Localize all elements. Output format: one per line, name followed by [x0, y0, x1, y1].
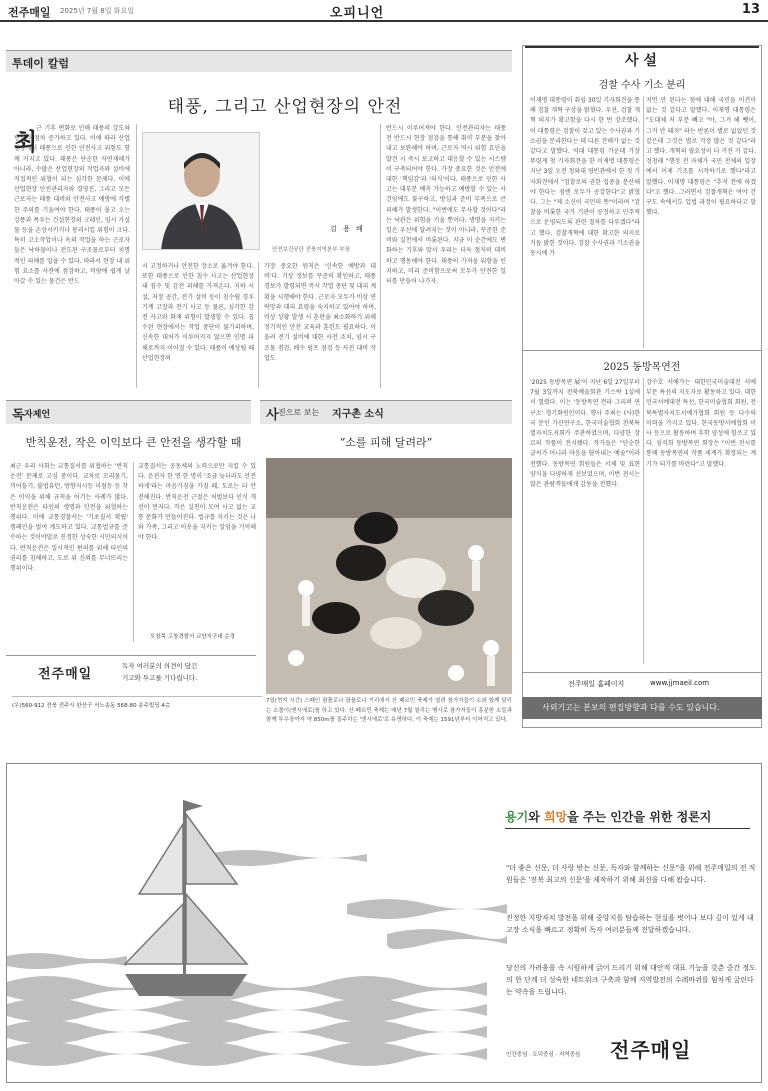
photo-news-label-bar [260, 400, 512, 424]
photo-news-label-title: 지구촌 소식 [332, 409, 384, 420]
header-date: 2025년 7월 8일 화요일 [60, 7, 134, 15]
disclaimer-text: 사외기고는 본보의 편집방향과 다를 수도 있습니다. [542, 703, 720, 712]
reader-col2: 교통질서는 공동체의 노력으로만 지킬 수 있다. 운전자 한 명 한 명이 '조금 늦더라도 안전하게'라는 마음가짐을 가질 때, 도로는 더 안전해진다. 반칙운전 근절은 처벌보다 인식 개선이 먼저다. 작은 실천이 모여 사고 없는 교통 문화가 만들어진다. 법규를 지키는 것은 나와 가족, 그리고 이웃을 지키는 일임을 기억해야 한다. [138, 463, 256, 542]
editorial-label-bar [525, 46, 759, 68]
editorial-1-col1: 이재명 대통령이 취임 30일 기자회견을 통해 검찰 개혁 구상을 밝혔다. 우선, 검찰 개혁 의지가 확고함을 다시 한 번 강조했다. 이 대통령은 검찰이 갖고 있는 수사권과 기소권을 분리한다는 데 다른 견해가 없는 것 같다고 말했다. 역대 대통령 가운데 가장 뚜렷게 첫 기자회견을 한 이재명 대통령은 지난 3일 오전 청와대 영빈관에서 한 첫 기자회견에서 "검찰로의 권한 집중을 분산해야 한다는 점엔 모두가 공감한다"고 밝혔다. 그는 "제 소신이 국민의 뜻"이라며 "검찰을 비롯한 국가 기관이 공정하고 민주적으로 운영되도록 관련 절차를 다루겠다"라고 했다. 검찰개혁에 대한 확고한 의지로 거듭 밝힌 것이다. 검찰 수사권과 기소권을 동시에 가 [530, 97, 640, 258]
column-label-bar [6, 50, 512, 72]
photo-news-headline: “소를 피해 달려라” [339, 436, 433, 449]
reader-label-big: 독 [12, 408, 25, 423]
ad-tagline: 인간중심 · 도덕중심 · 지역중심 [506, 1052, 581, 1058]
dropcap: 최 [14, 127, 38, 156]
ad-paragraph-3: 당신의 가려움을 속 시원하게 긁어 드리기 위해 대안적 대표 기능을 갖춘 중간 정도의 한 단계 더 성숙한 네트워크 구축과 함께 지역발전의 수레바퀴를 힘차게 굴린다는 약속을 드립니다. [506, 964, 756, 996]
photo-news-image [266, 458, 512, 694]
submission-line-2: 기고와 투고를 기다립니다. [122, 674, 198, 682]
column-text-col3: 가장 중요한 원칙은 '신속한 예방과 대비'다. 기상 정보를 꾸준히 확인하고, 태풍 경보가 발령되면 즉시 작업 중단 및 대피 계획을 시행해야 한다. 근로자 모두가 비상 연락망과 대피 요령을 숙지하고 있어야 하며, 비상 상황 발생 시 혼란을 최소화하기 위해 정기적인 안전 교육과 훈련도 필요하다. 이울러 전기 설비에 대한 사전 조치, 임시 구조물 점검, 배수 펌프 점검 등 사전 대비 작업도 [264, 263, 376, 362]
reader-label-small: 자제언 [24, 410, 51, 420]
author-name: 김 용 배 [330, 225, 365, 233]
homepage-label: 전주매일 홈페이지 [568, 680, 625, 688]
author-title: 안전보건공단 전북지역본부 부장 [272, 247, 350, 253]
ad-logo: 전주매일 [610, 1038, 692, 1062]
editorial-2-col1: '2025 동방목연 展'이 지난 6일 27일부터 7월 3일까지 전북예술회관 기스락 1실에서 열렸다. 이는 '동방목연 전라 그리퍼 연구소' 경기화원인이다. 행사 주최는 (사)한국 문인 가산연구소, 한국미술협회 전북특별자치도지회가 주관하였으며, 다양한 장르의 작품이 전시됐다. 작가들은 "단순한 글씨가 아니라 마음을 담아내는 예술"이라 전했다. 동방목연 회원들은 서체 및 표현 양식을 다양하게 선보였으며, 이번 전시는 많은 관람객들에게 감동을 전했다. [530, 379, 640, 489]
homepage-url[interactable]: www.jjmaeil.com [650, 679, 710, 687]
submission-logo: 전주매일 [38, 667, 93, 682]
photo-news-caption: 7일(현지 시간) 스페인 팜플로나 팜플로나 거리에서 산 페르민 축제가 열려 참가자들이 소와 함께 달리는 소몰이(엔시에로)를 하고 있다. 산 페르민 축제는 매년 7월 열리는 행사로 참가자들이 흥분한 소들과 함께 투우장까지 약 850m를 질주하는 '엔시에로'로 유명하다. 이 축제는 1591년부터 이어지고 있다. [266, 698, 512, 724]
header-logo: 전주매일 [8, 6, 51, 19]
section-title: 오피니언 [330, 6, 385, 21]
column-text-col1: 근 기후 변화로 인해 태풍의 강도와 빈도가 점차 증가하고 있다. 이에 따라 산업현장에서 태풍으로 인한 안전사고 위험도 함께 커지고 있다. 태풍은 단순한 자연재해가 아니라, 수많은 산업현장의 작업자와 설비에 직접적인 위협이 되는 심각한 문제다. 이에 산업현장 안전관리자와 경영진, 그리고 모든 근로자는 태풍 대비와 안전사고 예방에 각별한 주의를 기울여야 한다. 태풍이 몰고 오는 강풍과 폭우는 건설현장의 크레인, 임시 가설물 등을 손상시키거나 붕괴시킬 위험이 크다. 특히 고소작업이나 옥외 작업을 하는 근로자들은 낙하물이나 전도된 구조물로부터 치명적인 피해를 입을 수 있다. 따라서 현장 내 위험 요소를 사전에 점검하고, 비람에 쉽게 날아갈 수 있는 물건은 반드 [14, 125, 130, 286]
reader-byline: 오창목 고창경찰서 교양지구대 순경 [150, 634, 235, 640]
editorial-label: 사 설 [625, 53, 657, 69]
disclaimer-bar [522, 697, 762, 719]
editorial-2-col2: 강수호 서예가는 대한민국미술대전 서예부문 특선의 지도자로 활동하고 있다. 대한민국서예대전 특선, 한국미술협회 회원, 전북특별자치도서예가협회 회원 등 다수의 이력을 가지고 있다. 한국동방서예협회 이사 등으로 활동하며 후학 양성에 힘쓰고 있다. 임석희 동방목연 회장은 "이번 전시를 통해 동방목연의 작품 세계가 확장되는 계기가 되기를 바란다"고 말했다. [646, 379, 756, 468]
column-label: 투데이 칼럼 [12, 57, 69, 70]
reader-headline: 반칙운전, 작은 이익보다 큰 안전을 생각할 때 [25, 436, 242, 449]
editorial-1-title: 검찰 수사 기소 분리 [598, 80, 686, 91]
page-number: 13 [741, 2, 760, 17]
reader-col1: 최근 우리 사회는 교통질서를 위협하는 '반칙운전' 문제로 고심 중이다. 교차로 꼬리물기, 끼어들기, 불법유턴, 방향지시등 미점등 등 작은 이익을 위해 규칙을 어기는 사례가 많다. 반칙운전은 타인의 생명과 안전을 위협하는 행위다. 이에 교통경찰서는 '기초질서 확립' 캠페인을 벌여 계도하고 있다. 교통법규를 준수하는 것이야말로 진정한 성숙한 시민의식이다. 반칙운전은 일시적인 편의를 위해 타인의 권리를 침해하고, 도로 위 신뢰를 무너뜨리는 행위이다. [10, 463, 128, 573]
ad-artwork [7, 764, 507, 1082]
submission-line-1: 독자 여러분의 의견이 담긴 [122, 662, 198, 670]
author-photo [142, 132, 260, 250]
ad-paragraph-2: 진정한 지방자치 발전을 위해 중앙지를 탐습하는 현실을 벗어나 보다 깊이 있게 내 고장 소식을 빠르고 정확히 독자 여러분들께 전달하겠습니다. [506, 914, 754, 934]
column-text-col4: 반드시 이루어져야 한다. 안전관리자는 태풍 전 반드시 현장 점검을 통해 취약 부분을 찾아내고 보완해야 하며, 근로자 역시 위험 요인을 발견 시 즉시 보고하고 대응할 수 있는 시스템이 구축되어야 한다. 가장 중요한 것은 안전에 대한 '책임감'과 '의식'이다. 태풍으로 인한 사고는 대부분 예측 가능하고 예방할 수 있는 사건임에도 불구하고, 방심과 준비 부족으로 큰 피해가 발생한다. "이번에도 무사할 것이다"라는 낙관은 위험을 키울 뿐이다. 생명을 지키는 일은 우선에 달려지는 것이 아니라, 꾸준한 준비와 실천에서 비롯된다. 지금 이 순간에도 변화하는 기후와 맞서 우리는 더욱 철저히 대비하고 행동해야 한다. 태풍이 가져올 위험을 인지하고, 미리 준비함으로써 모두가 안전한 일터를 만들어 나가자. [386, 125, 506, 286]
editorial-2-title: 2025 동방목연전 [603, 362, 681, 373]
column-headline: 태풍, 그리고 산업현장의 안전 [167, 97, 403, 117]
photo-news-label-big: 사 [266, 408, 279, 423]
ad-paragraph-1: "더 좋은 신문, 더 사랑 받는 신문, 독자와 함께하는 신문"을 위해 전주매일의 전 직원들은 '전북 최고의 신문'을 제작하기 위해 최선을 다해 왔습니다. [506, 864, 756, 884]
reader-label-bar [6, 400, 251, 424]
ad-slogan: 용기와 희망을 주는 인간을 위한 정론지 [505, 810, 712, 824]
column-text-col2: 시 고정하거나 안전한 장소로 옮겨야 한다. 또한 태풍으로 인한 침수 사고는 산업현장 내 침수 및 감전 피해를 가져온다. 지하 시설, 저장 공간, 전기 설비 등이 침수될 경우 기계 고장과 전기 사고 등 물론, 심각한 감전 사고와 화재 위험이 발생할 수 있다. 침수된 현장에서는 작업 중단이 불가피하며, 신속한 대처가 이루어지지 않으면 인명 피해로까지 이어질 수 있다. 태풍이 예상될 때 산업현장의 [142, 263, 254, 362]
homepage-bar [522, 672, 762, 694]
photo-news-label-small: 진으로 보는 [278, 408, 320, 417]
editorial-1-col2: 지면 안 된다는 점에 대해 국민들 이견이 없는 것 같다고 말했다. 이재명 대통령은 "도대체 저 부분 빼고 "아, 그거 해 뺏어, 그거 안 돼지" 라는 반론이 별로 없었던 것 같은데 그것은 별로 걱정 많은 것 같다"라고 했다. 개혁의 필요성이 더 커진 거 같다. 정청래 "행정 전 자체가 국민 전체의 입장에서 이제 기조를 시작하기로 했다"라고 말했다. 이재명 대통령은 "추석 전에 하겠다"고 했다. 그러면서 검찰개혁은 여야 간 구도 속에서도 입법 과정이 필요하다고 말했다. [646, 97, 756, 217]
submission-address: (우)560-912 전북 전주시 완산구 서노송동 568-80 송주빌딩 4층 [12, 696, 262, 709]
page-header [0, 0, 768, 22]
